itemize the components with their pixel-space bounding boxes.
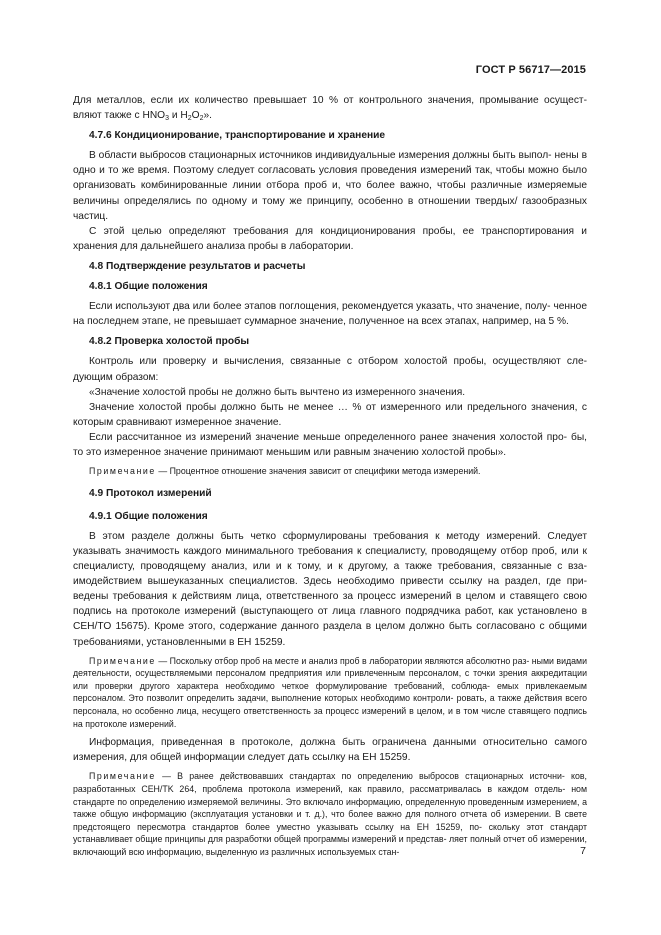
note: Примечание — Процентное отношение значения зависит от специфики метода измерений. — [89, 466, 481, 477]
paragraph: Информация, приведенная в протоколе, должна быть ограничена данными относительно самого измерения, для общей информации следует дать ссылку на EH 15259. — [73, 737, 587, 764]
paragraph: Если используют два или более этапов поглощения, рекомендуется указать, что значение, полу- ченное на последнем этапе, не превышает суммарное значение, полученное на всех этапах, например, на 5 %. — [73, 301, 587, 328]
paragraph: В области выбросов стационарных источников индивидуальные измерения должны быть выпол- нены в одно и то же время. Поэтому следует согласовать условия проведения измерений так, чтобы можно было организовать комбинированные линии отбора проб и, что более важно, чтобы различные измеряемые величины определялись по одному и тому же принципу, особенно в отношении твердых/ газообразных частиц. — [73, 150, 587, 222]
standard-header: ГОСТ Р 56717—2015 — [475, 64, 586, 76]
paragraph: Контроль или проверку и вычисления, связанные с отбором холостой пробы, осуществляют сле- дующим образом: — [73, 356, 587, 383]
paragraph: Если рассчитанное из измерений значение меньше определенного ранее значения холостой про- бы, то это измеренное значение принимают меньшим или равным значению холостой пробы». — [73, 431, 587, 458]
paragraph: С этой целью определяют требования для кондиционирования пробы, ее транспортирования и хранения для дальнейшего анализа пробы в лаборатории. — [73, 225, 587, 252]
note: Примечание — В ранее действовавших стандартах по определению выбросов стационарных источни- ков, разработанных CEH/TK 264, проблема протокола измерений, как правило, рассматривалась в каждом отдель- ном стандарте по определению измеряемой величины. Это включало информацию, определенную проведенным измерением, а также общую информацию (эксплуатация установки и т. д.), что более важно для полного отчета об измерении. В свете предстоящего пересмотра стандартов более уместно указывать ссылку на EH 15259, по- скольку этот стандарт устанавливает общие принципы для разработки общей программы измерений и представ- ляет полный отчет об измерении, включающий всю информацию, выделенную из различных используемых стан- — [73, 771, 587, 857]
page-number: 7 — [580, 845, 586, 857]
intro-paragraph: Для металлов, если их количество превышает 10 % от контрольного значения, промывание осущест- вляют также с $HNO_3$ и $H_2O_2$». — [73, 95, 587, 123]
heading-4-9-1: 4.9.1 Общие положения — [89, 510, 208, 522]
heading-4-7-6: 4.7.6 Кондиционирование, транспортирование и хранение — [89, 130, 386, 142]
heading-4-9: 4.9 Протокол измерений — [89, 487, 212, 499]
heading-4-8-2: 4.8.2 Проверка холостой пробы — [89, 336, 250, 348]
note: Примечание — Поскольку отбор проб на месте и анализ проб в лаборатории являются абсолютно раз- ными видами деятельности, осуществляемыми персоналом предприятия или привлеченным персоналом, с точки зрения аккредитации или проверки другого характера необходимо четкое формулирование требований, соблюда- емых привлекаемым персоналом. Это позволит определить задачи, выполнение которых необходимо контроли- ровать, а также действия всего персонала, но особенно лица, несущего ответственность за процесс измерений в целом, и в том числе ставящего подпись на протоколе измерений. — [73, 655, 587, 729]
paragraph: «Значение холостой пробы не должно быть вычтено из измеренного значения. — [89, 386, 466, 398]
paragraph: Значение холостой пробы должно быть не менее … % от измеренного или предельного значения, с которым сравнивают измеренное значение. — [73, 401, 587, 428]
heading-4-8-1: 4.8.1 Общие положения — [89, 281, 208, 293]
document-body — [73, 93, 587, 859]
heading-4-8: 4.8 Подтверждение результатов и расчеты — [89, 260, 306, 272]
paragraph: В этом разделе должны быть четко сформулированы требования к методу измерений. Следует указывать значимость каждого минимального требования к специалисту, проводящему отбор проб, или к специалисту, проводящему анализ, или и к тому, и к другому, а также требования, связанные с вза- имодействием вышеуказанных специалистов. Здесь необходимо привести ссылку на раздел, где при- ведены требования к действиям лица, ответственного за процесс измерений в целом и ставящего свою подпись на протоколе измерений (выступающего от лица главного подрядчика работ, как установлено в CEH/TO 15675). Кроме этого, содержание данного раздела в целом должно быть согласовано с общими требованиями, установленными в EH 15259. — [73, 530, 587, 648]
